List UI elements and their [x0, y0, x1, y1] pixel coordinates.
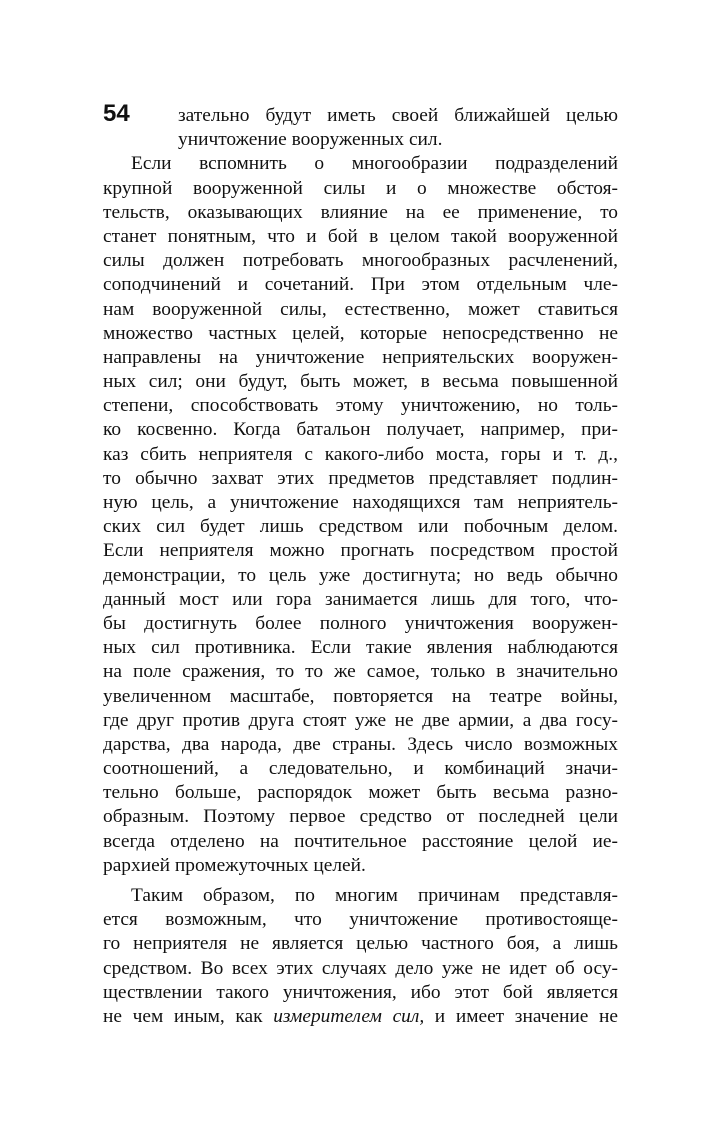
text-line: уничтожение вооруженных сил. [178, 129, 443, 151]
text-line: нам вооруженной силы, естественно, может ставиться [103, 298, 618, 320]
text-line: ко косвенно. Когда батальон получает, например, при- [103, 419, 618, 441]
text-line: увеличенном масштабе, повторяется на театре войны, [103, 685, 618, 707]
text-run: и имеет значение не [424, 1005, 618, 1027]
text-line: множество частных целей, которые непосредственно не [103, 322, 618, 344]
text-line: крупной вооруженной силы и о множестве обстоя- [103, 177, 618, 199]
text-line: ских сил будет лишь средством или побочным делом. [103, 516, 618, 538]
text-line: Таким образом, по многим причинам представля- [131, 885, 618, 906]
text-line: ную цель, а уничтожение находящихся там неприятель- [103, 492, 618, 513]
paragraph [103, 884, 618, 1029]
text-line: всегда отделено на почтительное расстояние целой ие- [103, 830, 618, 852]
text-line: степени, способствовать этому уничтожению, но толь- [103, 395, 618, 417]
text-line: образным. Поэтому первое средство от последней цели [103, 806, 618, 828]
text-line: где друг против друга стоят уже не две армии, а два госу- [103, 709, 618, 731]
text-line: соподчинений и сочетаний. При этом отдельным чле- [103, 274, 618, 296]
text-line-with-emphasis [103, 1005, 618, 1029]
text-line: данный мост или гора занимается лишь для того, что- [103, 588, 618, 610]
body-text [103, 104, 618, 1029]
text-line: рархией промежуточных целей. [103, 854, 366, 876]
text-line: Если вспомнить о многообразии подразделений [131, 153, 618, 175]
text-line: Если неприятеля можно прогнать посредством простой [103, 540, 618, 562]
page-number: 54 [103, 100, 130, 127]
text-line: тельно больше, распорядок может быть весьма разно- [103, 782, 618, 804]
text-line: то обычно захват этих предметов представляет подлин- [103, 467, 618, 489]
text-line: демонстрации, то цель уже достигнута; но ведь обычно [103, 564, 618, 586]
text-line: направлены на уничтожение неприятельских вооружен- [103, 346, 618, 368]
text-line: на поле сражения, то то же самое, только в значительно [103, 661, 618, 683]
text-line: ется возможным, что уничтожение противостояще- [103, 909, 618, 931]
text-line: бы достигнуть более полного уничтожения вооружен- [103, 612, 618, 634]
text-line: ных сил противника. Если такие явления наблюдаются [103, 637, 618, 659]
text-line: соотношений, а следовательно, и комбинаций значи- [103, 758, 618, 780]
text-line: ных сил; они будут, быть может, в весьма повышенной [103, 371, 618, 393]
text-line: каз сбить неприятеля с какого-либо моста, горы и т. д., [103, 443, 618, 465]
text-line: силы должен потребовать многообразных расчленений, [103, 250, 618, 272]
paragraph [103, 152, 618, 878]
emphasized-phrase: измерителем сил, [273, 1005, 425, 1027]
text-line: ществлении такого уничтожения, ибо этот бой является [103, 981, 618, 1003]
text-line: зательно будут иметь своей ближайшей целью [178, 105, 618, 126]
text-line: тельств, оказывающих влияние на ее применение, то [103, 201, 618, 223]
text-line: дарства, два народа, две страны. Здесь число возможных [103, 733, 618, 755]
text-run: не чем иным, как [103, 1005, 274, 1027]
text-line: го неприятеля не является целью частного боя, а лишь [103, 933, 618, 955]
text-line: станет понятным, что и бой в целом такой вооруженной [103, 225, 618, 247]
text-line: средством. Во всех этих случаях дело уже не идет об осу- [103, 957, 618, 979]
paragraph-continuation [103, 104, 618, 152]
